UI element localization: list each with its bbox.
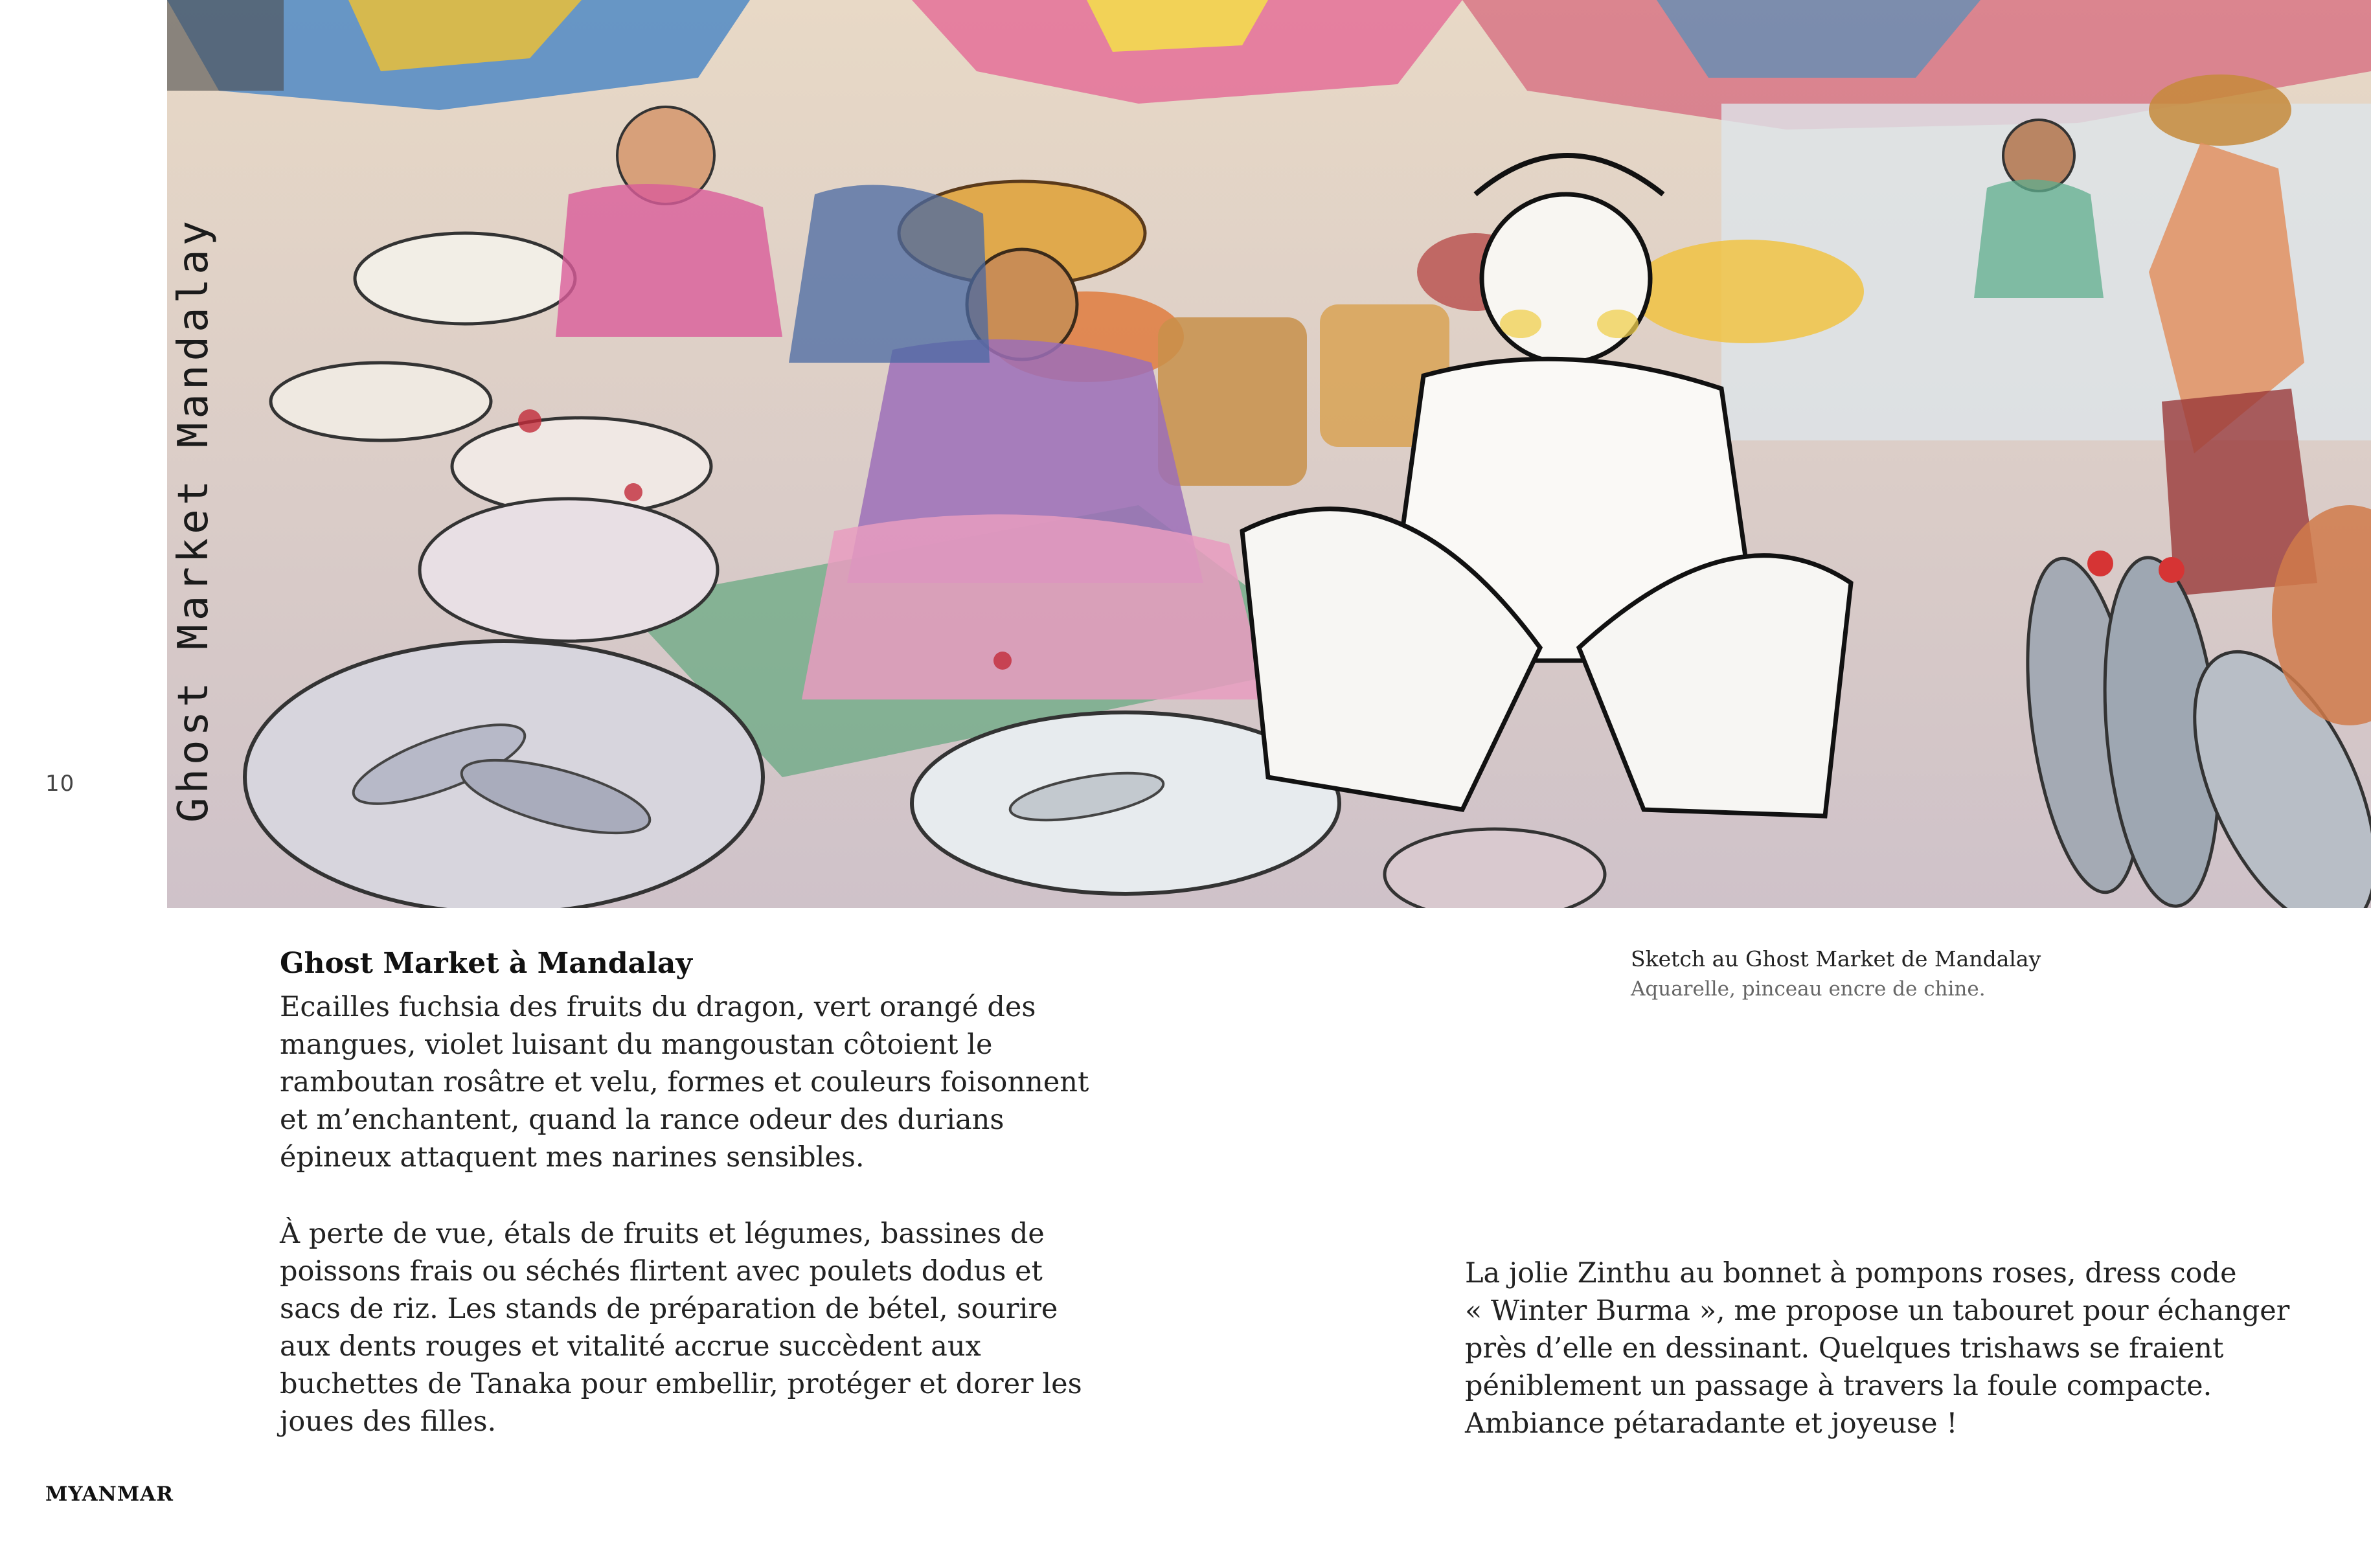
market-illustration	[167, 0, 2371, 908]
illustration-handwritten-title: Ghost Market Mandalay	[170, 216, 218, 823]
body-paragraph: À perte de vue, étals de fruits et légumes, bassines de poissons frais ou séchés flirtent avec poulets dodus et sacs de riz. Les stands de préparation de bétel, sourire aux dents rouges et vitalité accrue succèdent aux buchettes de Tanaka pour embellir, protéger et dorer les joues des filles.	[280, 1218, 1082, 1438]
watercolor-market-illustration	[167, 0, 2371, 908]
section-label: MYANMAR	[45, 1483, 174, 1506]
body-paragraph: La jolie Zinthu au bonnet à pompons roses, dress code « Winter Burma », me propose un tabouret pour échanger près d’elle en dessinant. Quelques trishaws se fraient péniblement un passage à travers la foule compacte. Ambiance pétaradante et joyeuse !	[1465, 1257, 2290, 1440]
illustration-caption	[1631, 944, 2149, 1004]
caption-subtitle: Aquarelle, pinceau encre de chine.	[1631, 977, 1986, 1001]
caption-title: Sketch au Ghost Market de Mandalay	[1631, 946, 2041, 971]
article-title: Ghost Market à Mandalay	[280, 947, 692, 980]
page-number: 10	[45, 771, 75, 797]
body-paragraph: Ecailles fuchsia des fruits du dragon, vert orangé des mangues, violet luisant du mangoustan côtoient le ramboutan rosâtre et velu, formes et couleurs foisonnent et m’enchantent, quand la rance odeur des durians épineux attaquent mes narines sensibles.	[280, 991, 1089, 1174]
